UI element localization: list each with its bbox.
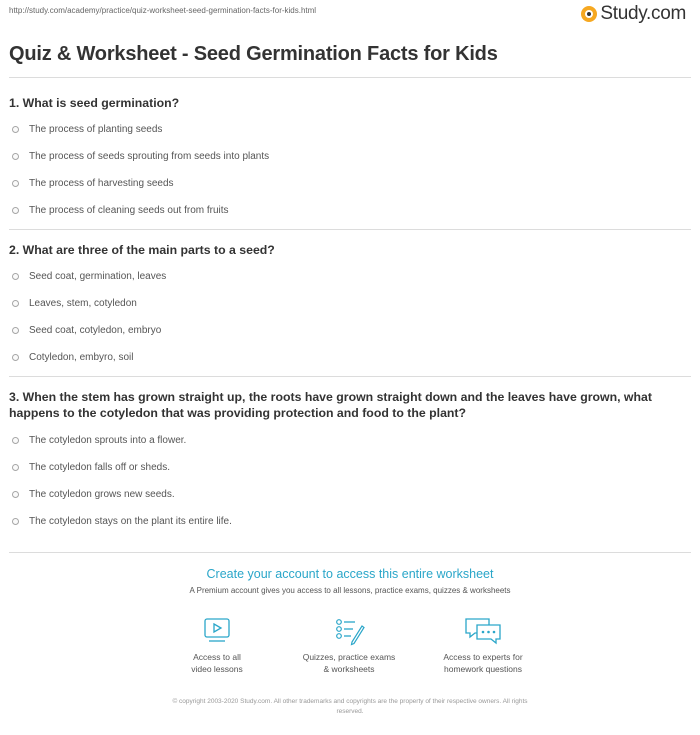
study-logo[interactable]	[580, 3, 686, 25]
radio-button-icon[interactable]	[12, 354, 19, 361]
feature-experts	[423, 616, 543, 675]
expert-chat-icon	[463, 616, 503, 646]
radio-button-icon[interactable]	[12, 207, 19, 214]
option-label: Seed coat, germination, leaves	[29, 270, 167, 282]
feature-video-lessons	[157, 616, 277, 675]
option-label: Leaves, stem, cotyledon	[29, 297, 137, 309]
question-2-option-1[interactable]	[12, 269, 166, 283]
question-3-option-2[interactable]	[12, 460, 170, 474]
radio-button-icon[interactable]	[12, 180, 19, 187]
radio-button-icon[interactable]	[12, 491, 19, 498]
option-label: The process of harvesting seeds	[29, 177, 174, 189]
question-1-option-4[interactable]	[12, 203, 229, 217]
quiz-checklist-icon	[333, 616, 365, 646]
question-1-option-1[interactable]	[12, 122, 162, 136]
copyright-line2: reserved.	[336, 708, 364, 715]
question-1-option-2[interactable]	[12, 149, 269, 163]
feature-label-line1: Access to all	[193, 652, 241, 662]
feature-label-line2: & worksheets	[323, 664, 375, 674]
study-logo-text: Study.com	[600, 3, 686, 24]
option-label: The cotyledon falls off or sheds.	[29, 461, 171, 473]
option-label: The cotyledon grows new seeds.	[29, 488, 175, 500]
option-label: The process of cleaning seeds out from fruits	[29, 204, 229, 216]
radio-button-icon[interactable]	[12, 273, 19, 280]
feature-label-line1: Quizzes, practice exams	[302, 652, 396, 662]
question-1-option-3[interactable]	[12, 176, 174, 190]
question-2-option-4[interactable]	[12, 350, 134, 364]
title-divider	[9, 77, 691, 78]
option-label: The cotyledon stays on the plant its entire life.	[29, 515, 232, 527]
question-3-option-1[interactable]	[12, 433, 186, 447]
copyright-footer	[130, 697, 570, 717]
question-3-text: 3. When the stem has grown straight up, the roots have grown straight down and the leaves have grown, what happens to the cotyledon that was providing protection and food to the plant?	[9, 390, 652, 420]
question-divider	[9, 376, 691, 377]
radio-button-icon[interactable]	[12, 464, 19, 471]
feature-label-line2: video lessons	[191, 664, 243, 674]
option-label: The process of planting seeds	[29, 123, 163, 135]
radio-button-icon[interactable]	[12, 153, 19, 160]
option-label: Cotyledon, embyro, soil	[29, 351, 134, 363]
study-logo-icon	[580, 5, 598, 23]
question-2-text: 2. What are three of the main parts to a seed?	[9, 243, 275, 257]
radio-button-icon[interactable]	[12, 437, 19, 444]
radio-button-icon[interactable]	[12, 327, 19, 334]
question-3-option-4[interactable]	[12, 514, 232, 528]
cta-divider	[9, 552, 691, 553]
radio-button-icon[interactable]	[12, 300, 19, 307]
option-label: The process of seeds sprouting from seeds into plants	[29, 150, 270, 162]
option-label: The cotyledon sprouts into a flower.	[29, 434, 187, 446]
radio-button-icon[interactable]	[12, 518, 19, 525]
page-title: Quiz & Worksheet - Seed Germination Facts for Kids	[9, 43, 498, 65]
option-label: Seed coat, cotyledon, embryo	[29, 324, 162, 336]
question-2-option-2[interactable]	[12, 296, 137, 310]
question-2-option-3[interactable]	[12, 323, 161, 337]
question-3-option-3[interactable]	[12, 487, 175, 501]
radio-button-icon[interactable]	[12, 126, 19, 133]
feature-quizzes	[289, 616, 409, 675]
feature-label-line2: homework questions	[444, 664, 522, 674]
copyright-line1: © copyright 2003-2020 Study.com. All other trademarks and copyrights are the property of their respective owners. All rights	[172, 698, 528, 705]
premium-description: A Premium account gives you access to all lessons, practice exams, quizzes & worksheets	[189, 586, 511, 595]
page-url: http://study.com/academy/practice/quiz-worksheet-seed-germination-facts-for-kids.html	[9, 6, 317, 15]
question-divider	[9, 229, 691, 230]
question-1-text: 1. What is seed germination?	[9, 96, 180, 110]
feature-label-line1: Access to experts for	[443, 652, 523, 662]
video-lessons-icon	[201, 616, 233, 646]
create-account-link[interactable]: Create your account to access this entire worksheet	[206, 567, 494, 581]
